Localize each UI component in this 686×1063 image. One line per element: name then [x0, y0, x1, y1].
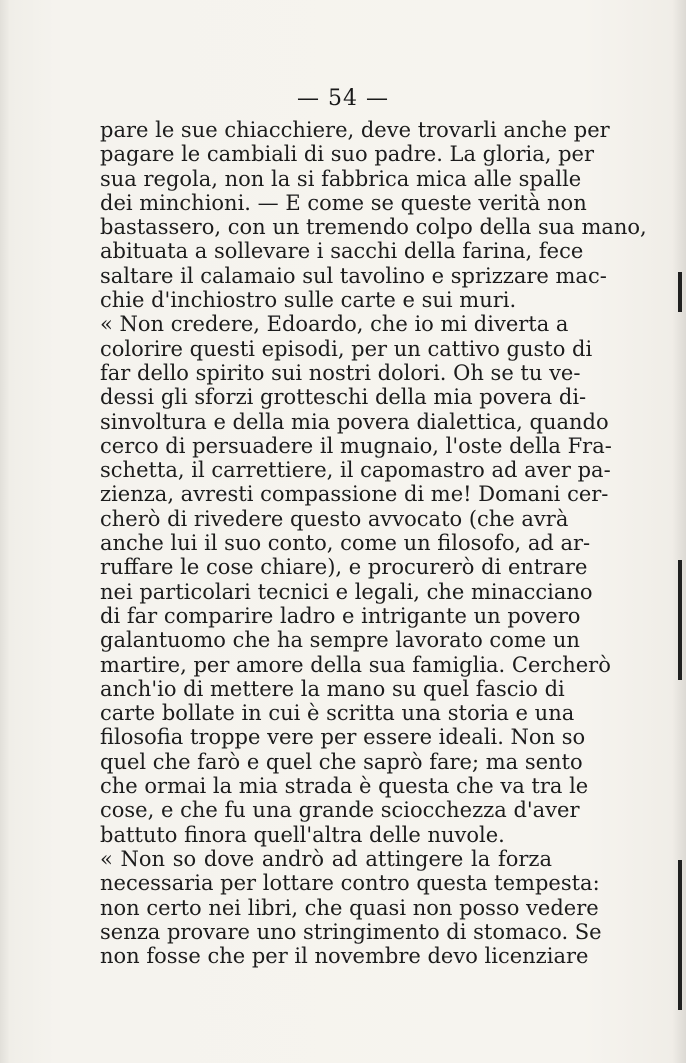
- text-line: martire, per amore della sua famiglia. Cercherò: [100, 652, 611, 677]
- text-line: anch'io di mettere la mano su quel fascio di: [100, 676, 565, 701]
- text-line: pagare le cambiali di suo padre. La gloria, per: [100, 142, 595, 167]
- text-line: schetta, il carrettiere, il capomastro ad aver pa-: [100, 458, 611, 483]
- text-line: sinvoltura e della mia povera dialettica, quando: [100, 409, 609, 434]
- text-line: dessi gli sforzi grotteschi della mia povera di-: [100, 385, 587, 410]
- text-line: quel che farò e quel che saprò fare; ma sento: [100, 749, 583, 774]
- text-line: dei minchioni. — E come se queste verità non: [100, 190, 587, 215]
- text-line: non certo nei libri, che quasi non posso vedere: [100, 895, 599, 920]
- text-line: zienza, avresti compassione di me! Domani cer-: [100, 482, 609, 507]
- text-line: pare le sue chiacchiere, deve trovarli anche per: [100, 118, 610, 142]
- page-left-edge-shadow: [0, 0, 10, 1063]
- text-line: « Non credere, Edoardo, che io mi diverta a: [100, 312, 569, 337]
- text-line: sua regola, non la si fabbrica mica alle spalle: [100, 166, 582, 191]
- text-line: saltare il calamaio sul tavolino e sprizzare mac-: [100, 263, 607, 288]
- text-line: necessaria per lottare contro questa tempesta:: [100, 871, 600, 896]
- text-line: cerco di persuadere il mugnaio, l'oste della Fra-: [100, 433, 612, 458]
- binding-mark: [678, 860, 682, 1010]
- text-line: anche lui il suo conto, come un filosofo, ad ar-: [100, 531, 591, 556]
- text-line: di far comparire ladro e intrigante un povero: [100, 603, 581, 628]
- text-line: senza provare uno stringimento di stomaco. Se: [100, 919, 602, 944]
- text-line: chie d'inchiostro sulle carte e sui muri.: [100, 288, 517, 313]
- text-line: « Non so dove andrò ad attingere la forza: [100, 846, 552, 871]
- text-line: nei particolari tecnici e legali, che minacciano: [100, 579, 593, 604]
- text-line: carte bollate in cui è scritta una storia e una: [100, 701, 575, 726]
- page-right-edge-shadow: [672, 0, 686, 1063]
- text-line: cose, e che fu una grande sciocchezza d'aver: [100, 798, 580, 823]
- text-line: colorire questi episodi, per un cattivo gusto di: [100, 336, 593, 361]
- binding-mark: [678, 560, 682, 680]
- text-line: ruffare le cose chiare), e procurerò di entrare: [100, 555, 588, 580]
- text-line: che ormai la mia strada è questa che va tra le: [100, 774, 589, 799]
- binding-mark: [678, 272, 682, 312]
- page-body-text: [100, 118, 647, 969]
- text-line: cherò di rivedere questo avvocato (che avrà: [100, 506, 569, 531]
- text-line: galantuomo che ha sempre lavorato come un: [100, 628, 580, 653]
- text-line: non fosse che per il novembre devo licenziare: [100, 944, 589, 969]
- text-line: abituata a sollevare i sacchi della farina, fece: [100, 239, 584, 264]
- text-line: far dello spirito sui nostri dolori. Oh se tu ve-: [100, 360, 581, 385]
- text-line: filosofia troppe vere per essere ideali. Non so: [100, 725, 586, 750]
- text-line: bastassero, con un tremendo colpo della sua mano,: [100, 215, 647, 240]
- text-line: battuto finora quell'altra delle nuvole.: [100, 822, 505, 847]
- page-number: — 54 —: [297, 86, 389, 111]
